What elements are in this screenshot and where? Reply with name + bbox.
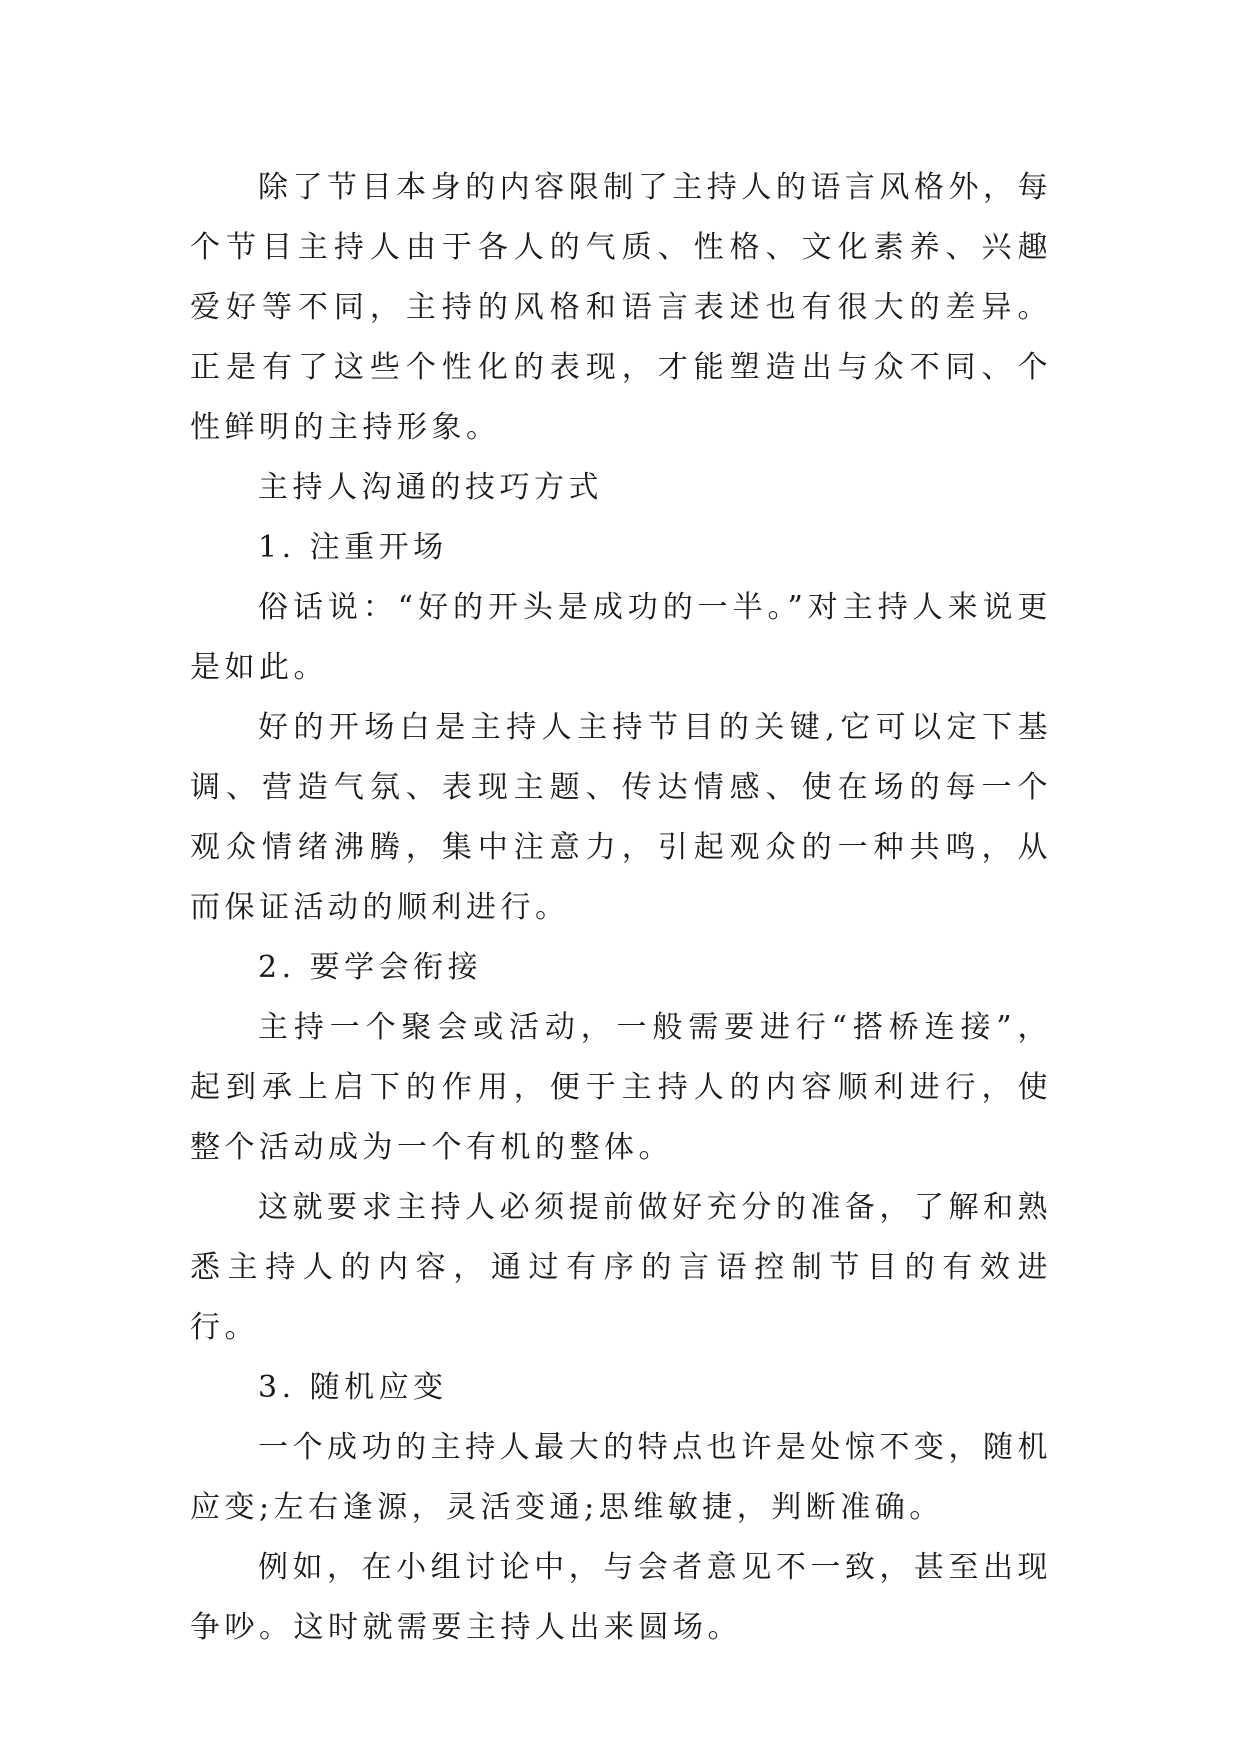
- document-page: [190, 158, 1052, 1658]
- list-heading-1: 1. 注重开场: [258, 530, 448, 565]
- paragraph-adaptability: 一个成功的主持人最大的特点也许是处惊不变，随机应变;左右逢源，灵活变通;思维敏捷，判断准确。: [190, 1430, 1052, 1525]
- section-heading: 主持人沟通的技巧方式: [258, 470, 603, 505]
- paragraph-preparation: 这就要求主持人必须提前做好充分的准备，了解和熟悉主持人的内容，通过有序的言语控制节目的有效进行。: [190, 1190, 1052, 1345]
- paragraph-proverb: 俗话说：“好的开头是成功的一半。”对主持人来说更是如此。: [190, 590, 1052, 685]
- list-heading-3: 3. 随机应变: [258, 1370, 448, 1405]
- list-heading-2: 2. 要学会衔接: [258, 950, 483, 985]
- paragraph-intro: 除了节目本身的内容限制了主持人的语言风格外，每个节目主持人由于各人的气质、性格、文化素养、兴趣爱好等不同，主持的风格和语言表述也有很大的差异。正是有了这些个性化的表现，才能塑造出与众不同、个性鲜明的主持形象。: [190, 170, 1052, 445]
- paragraph-opening: 好的开场白是主持人主持节目的关键,它可以定下基调、营造气氛、表现主题、传达情感、使在场的每一个观众情绪沸腾，集中注意力，引起观众的一种共鸣，从而保证活动的顺利进行。: [190, 710, 1052, 925]
- paragraph-bridging: 主持一个聚会或活动，一般需要进行“搭桥连接”，起到承上启下的作用，便于主持人的内容顺利进行，使整个活动成为一个有机的整体。: [190, 1010, 1052, 1165]
- paragraph-example: 例如，在小组讨论中，与会者意见不一致，甚至出现争吵。这时就需要主持人出来圆场。: [190, 1550, 1052, 1645]
